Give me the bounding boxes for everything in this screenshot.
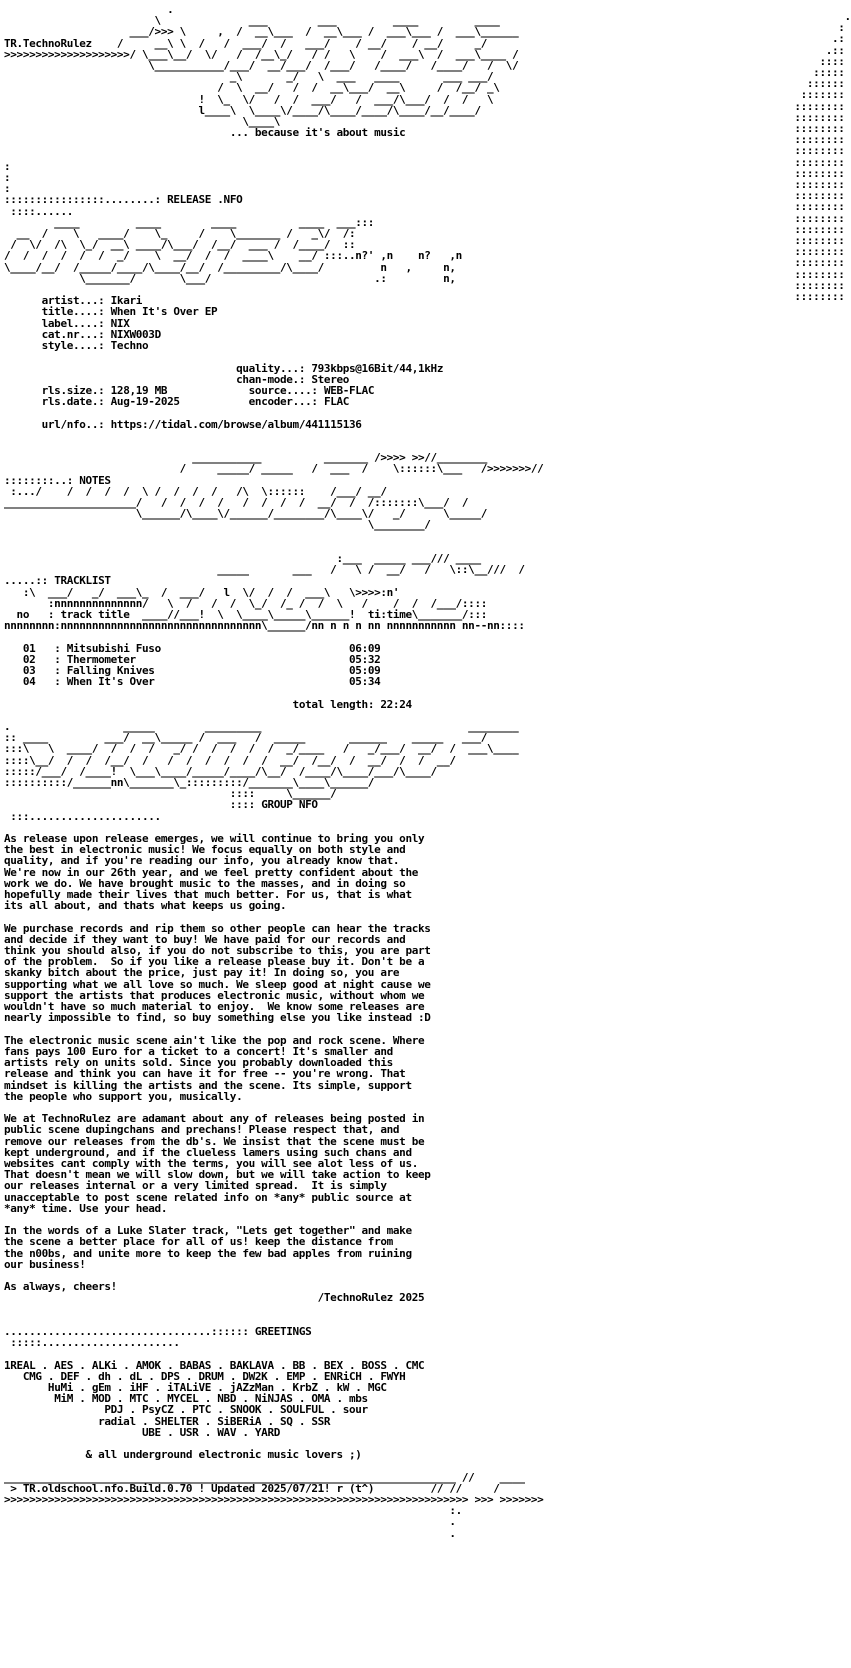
- greetings-line: UBE . USR . WAV . YARD: [142, 1425, 280, 1439]
- title-label: title....:: [41, 305, 105, 319]
- greetings-line: 1REAL . AES . ALKi . AMOK . BABAS . BAKLAVA . BB . BEX . BOSS . CMC: [4, 1358, 425, 1372]
- track-time: 05:34: [349, 675, 381, 689]
- style-label: style....:: [41, 339, 105, 353]
- chanmode-value: Stereo: [311, 372, 350, 386]
- release-details: [4, 284, 644, 430]
- footer-updated: Updated 2025/07/21: [211, 1481, 324, 1495]
- track-time: 06:09: [349, 641, 381, 655]
- tracklist-rows: 01 : Mitsubishi Fuso 06:09 02 : Thermometer 05:32 03 : Falling Knives 05:09 04 : When It's Over 05:34 total length: 22:24: [22, 641, 412, 711]
- track-title: Falling Knives: [66, 663, 155, 677]
- logo-ascii-art-2: / __\ \ / / ___/ / ___/ / __/ / __/ _/ >>>>>>>>>>>>>>>>>>>>/ \___\__/ \/ / /__\_/ / / \ / ___\ / ___\____ / \___________/___/ __/___/ /___/ /____/ /____/ / \/ _\ _/ \ ___ ____ ___ ___/ / \ __/ / / __\___/ __\ / /__/ _\ ! \_ \/ / / ___/ / ___/\___/ / / \ l____\ \____\/____/\____/____/\____/__/____/ \____\: [4, 36, 519, 129]
- track-title: When It's Over: [66, 675, 155, 689]
- column-no: no: [16, 607, 30, 621]
- group-nfo-paragraph: We at TechnoRulez are adamant about any of releases being posted in public scene dupingchans and prechans! Please respect that, and remove our releases from the db's. We insist that the scene must be kept underground, and if the clueless lamers using such chans and websites cant comply with the terms, you will see alot less of us. That doesn't mean we will slow down, but we will take action to keep our releases internal or a very limited spread. It is simply unacceptable to post scene related info on *any* public source at *any* time. Use your head.: [4, 1112, 431, 1215]
- rlsdate-value: Aug-19-2025: [110, 395, 180, 409]
- track-no: 03: [22, 663, 36, 677]
- rlssize-label: rls.size.:: [41, 383, 105, 397]
- release-heading: RELEASE .NFO: [167, 193, 243, 207]
- source-value: WEB-FLAC: [323, 383, 375, 397]
- column-title: track title: [60, 607, 130, 621]
- total-value: 22:24: [380, 697, 412, 711]
- release-heading-right: ::::...... ____ ____ ____ ____ ___::: __ / \ ____/ \_ / \_______ / _\/ /: / \/ /\ \_/ __\ ____/\___/ /__/ ___ / /____/ :: / / / / / / _/ \ __/ / / ____\ __/ :::..n?' ,n n? ,n \____/__/ /_____/____/\____/__/ /_________/\____/ n , n, \_______/ \___/ .: n,: [4, 204, 462, 285]
- right-column-art: . : .: .:: :::: ::::: :::::: ::::::: :::::::: :::::::: :::::::: :::::::: :::::::: :::::::: :::::::: :::::::: :::::::: :::::::: :::::::: :::::::: :::::::: :::::::: :::::::: :::::::: :::::::: ::::::::: [794, 10, 851, 304]
- footer-build: TR.oldschool.nfo.Build.0.70: [22, 1481, 193, 1495]
- column-time: time: [386, 607, 412, 621]
- chanmode-label: chan-mode.:: [236, 372, 306, 386]
- footer-signature: r (t^): [336, 1481, 375, 1495]
- label-value: NIX: [110, 316, 130, 330]
- nfo-document: [4, 4, 644, 1539]
- track-title: Thermometer: [66, 652, 136, 666]
- group-nfo-ascii-art: . _____ _________ ________ :: ____ ___/ __\_____ / ___ / _____ ______ _____ ___/ :::\ \ ____/ / / / _/ / / / / / _/____ / _/___/ __/ / ___\____ ::::\__/ / / /__/ / / / / / / / __/ /__/ / __/ / / __/ :::::/___/ /____! \___\____/_____/____/\__/ /____/\____/___/\____/ ::::::::::/______nn\_______\_:::::::::/_______\____\______/ :::: \______/: [4, 720, 519, 801]
- group-nfo-heading-right: :::.....................: [4, 809, 161, 823]
- group-nfo-signature: /TechnoRulez 2025: [317, 1291, 425, 1305]
- greetings-heading-right: :::::......................: [4, 1336, 180, 1350]
- group-nfo-body: [4, 822, 644, 1304]
- tagline-text: ... because it's about music: [229, 126, 406, 140]
- track-title: Mitsubishi Fuso: [66, 641, 161, 655]
- label-label: label....:: [41, 316, 105, 330]
- tracklist-ascii-art: :___ _____ ___/// ____ _____ ___ / \ / __/ / \::\__/// /: [217, 551, 525, 577]
- notes-ascii-art: ___________ _______ />>>> >>//________ / _____/ _____ / ___ / \::::::\___ />>>>>>>//: [179, 451, 544, 476]
- title-value: When It's Over EP: [110, 305, 218, 319]
- footer: ________________________________________________________________________ // ____ > TR.oldschool.nfo.Build.0.70 ! Updated 2025/07/21! r (t^) // // / >>>>>>>>>>>>>>>>>>>>>>>>>>>>>>>>>>>>>>>>>>>>>>>>>>>>>>>>>>>>>>>>>>>>>>>>>> >>> >>>>>>> :. . .: [4, 1470, 544, 1540]
- tracklist-heading: TRACKLIST: [54, 574, 111, 588]
- track-no: 01: [22, 641, 36, 655]
- release-heading-left: ::::::::::::::::........:: [4, 193, 168, 207]
- group-nfo-closing: As always, cheers!: [4, 1280, 117, 1294]
- catnr-value: NIXW003D: [110, 327, 161, 341]
- greetings-list: [4, 1348, 644, 1471]
- total-label: total length:: [292, 697, 375, 711]
- rlssize-value: 128,19 MB: [110, 383, 168, 397]
- greetings-closing: & all underground electronic music lovers ;): [85, 1448, 362, 1462]
- url-value[interactable]: https://tidal.com/browse/album/441115136: [110, 417, 362, 431]
- quality-value: 793kbps@16Bit/44,1kHz: [311, 361, 444, 375]
- notes-heading: NOTES: [79, 473, 111, 487]
- group-nfo-heading: GROUP NFO: [261, 798, 318, 812]
- spacer-dots: : : :: [4, 159, 11, 196]
- tagline: [4, 127, 644, 138]
- greetings-section: [4, 1304, 644, 1326]
- group-nfo-paragraph: As release upon release emerges, we will continue to bring you only the best in electronic music! We focus equally on both style and quality, and if you're reading our info, you already know that. We're now in our 26th year, and we feel pretty confident about the work we do. We have brought music to the masses, and in doing so hopefully made their lives that much better. For us, that is what its all about, and thats what keeps us going.: [4, 832, 425, 913]
- tracklist-heading-left: .....::: [4, 574, 55, 588]
- group-nfo-paragraph: In the words of a Luke Slater track, "Lets get together" and make the scene a better place for all of us! keep the distance from the n00bs, and unite more to keep the few bad apples from ruining our business!: [4, 1224, 412, 1271]
- logo-ascii-art: . \ ___ ___ ____ ____ ___/>>> \ , / __\___ / __\___ / ___\___ / ___\______: [129, 3, 519, 39]
- greetings-line: HuMi . gEm . iHF . iTALiVE . jAZzMan . KrbZ . kW . MGC: [47, 1380, 387, 1394]
- notes-heading-left: ::::::::..:: [4, 473, 80, 487]
- tracklist-columns: no : track title ____//___! \ \____\_____\______! ti:time\_______/::: nnnnnnnn:nnnnnnnnnnnnnnnnnnnnnnnnnnnnnnnn\______/nn n n n nn nnnnnnnnnnn nn--nn::::: [4, 607, 525, 633]
- group-nfo-paragraph: The electronic music scene ain't like the pop and rock scene. Where fans pays 100 Euro for a ticket to a concert! It's smaller and artists rely on units sold. Since you probably downloaded this release and think you can have it for free -- you're wrong. That mindset is killing the artists and the scene. Its simple, support the people who support you, musically.: [4, 1033, 425, 1103]
- group-nfo-paragraph: We purchase records and rip them so other people can hear the tracks and decide if they want to buy! We have paid for our records and think you should also, if you do not subscribe to this, you are part of the problem. So if you like a release please buy it. Don't be a skanky bitch about the price, just pay it! In doing so, you are supporting what we all love so much. We sleep good at night cause we support the artists that produces electronic music, without whom we wouldn't have so much material to enjoy. We know some releases are nearly impossible to find, so buy something else you like instead :D: [4, 921, 431, 1025]
- artist-label: artist...:: [41, 294, 105, 308]
- encoder-label: encoder...:: [248, 395, 318, 409]
- track-no: 02: [22, 652, 36, 666]
- track-time: 05:09: [349, 663, 381, 677]
- url-label: url/nfo..:: [41, 417, 105, 431]
- track-time: 05:32: [349, 652, 381, 666]
- greetings-line: MiM . MOD . MTC . MYCEL . NBD . NiNJAS . OMA . mbs: [54, 1392, 368, 1406]
- greetings-heading-left: .................................::::::: [4, 1324, 255, 1338]
- greetings-line: CMG . DEF . dh . dL . DPS . DRUM . DW2K . EMP . ENRiCH . FWYH: [22, 1369, 406, 1383]
- encoder-value: FLAC: [323, 395, 350, 409]
- group-nfo-heading-left: ::::: [4, 798, 262, 812]
- group-tag: TR.TechnoRulez: [4, 36, 92, 50]
- artist-value: Ikari: [110, 294, 143, 308]
- greetings-line: PDJ . PsyCZ . PTC . SNOOK . SOULFUL . sour: [104, 1403, 368, 1417]
- greetings-line: radial . SHELTER . SiBERiA . SQ . SSR: [98, 1414, 331, 1428]
- style-value: Techno: [110, 339, 149, 353]
- catnr-label: cat.nr...:: [41, 327, 105, 341]
- rlsdate-label: rls.date.:: [41, 395, 105, 409]
- quality-label: quality...:: [236, 361, 306, 375]
- notes-ascii-art-2: :.../ / / / / \ / / / / /\ \:::::: /___/ __/ _____________________/ / / / / / / / / __/ / /:::::::\___/ / \______/\____\/______/________/\____\/ _/ \_____/ \________/: [4, 484, 487, 532]
- source-label: source....:: [248, 383, 318, 397]
- track-no: 04: [22, 675, 36, 689]
- tracklist-ascii-art-2: :\ ___/ _/ ___\_ / ___/ l \/ / / ___\ \>>>>:n' :nnnnnnnnnnnnnn/ \ / / / \_/ /_ / / \ / / / /___/::::: [22, 585, 487, 610]
- greetings-heading: GREETINGS: [254, 1324, 312, 1338]
